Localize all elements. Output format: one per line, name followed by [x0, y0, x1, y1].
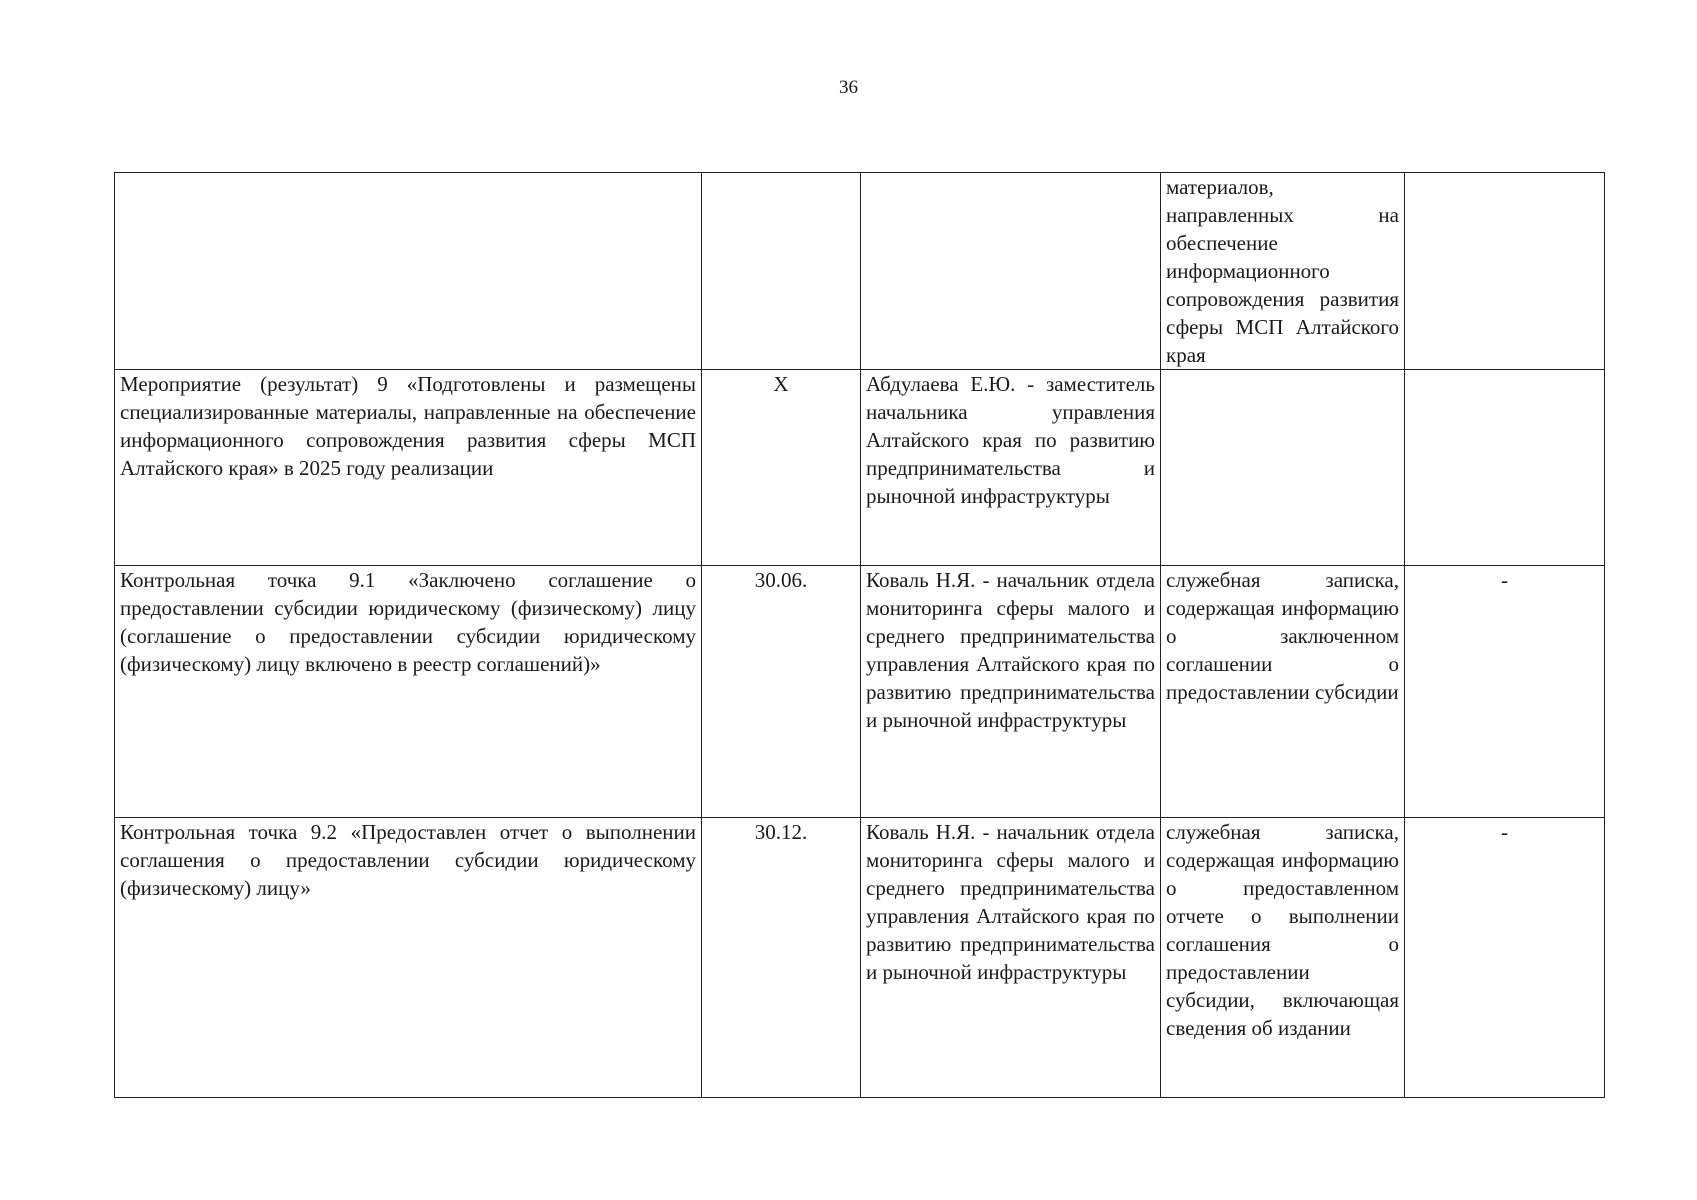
table-row — [115, 566, 1605, 818]
event-name-cell: Контрольная точка 9.2 «Предоставлен отчет о выполнении соглашения о предоставлении субсидии юридическому (физическому) лицу» — [115, 818, 702, 1098]
document-cell: служебная записка, содержащая информацию о предоставленном отчете о выполнении соглашения о предоставлении субсидии, включающая сведения об издании — [1161, 818, 1405, 1098]
extra-cell: - — [1405, 566, 1605, 818]
event-name-cell: Мероприятие (результат) 9 «Подготовлены и размещены специализированные материалы, направленные на обеспечение информационного сопровождения развития сферы МСП Алтайского края» в 2025 году реализации — [115, 370, 702, 566]
table-row — [115, 818, 1605, 1098]
table-row — [115, 370, 1605, 566]
extra-cell: - — [1405, 818, 1605, 1098]
responsible-cell — [861, 173, 1161, 370]
table-row — [115, 173, 1605, 370]
page-number: 36 — [839, 77, 858, 98]
plan-table — [114, 172, 1605, 1098]
responsible-cell: Коваль Н.Я. - начальник отдела мониторинга сферы малого и среднего предпринимательства управления Алтайского края по развитию предпринимательства и рыночной инфраструктуры — [861, 818, 1161, 1098]
extra-cell — [1405, 370, 1605, 566]
deadline-cell: Х — [702, 370, 861, 566]
document-cell: материалов, направленных на обеспечение информационного сопровождения развития сферы МСП Алтайского края — [1161, 173, 1405, 370]
responsible-cell: Абдулаева Е.Ю. - заместитель начальника управления Алтайского края по развитию предпринимательства и рыночной инфраструктуры — [861, 370, 1161, 566]
deadline-cell: 30.06. — [702, 566, 861, 818]
document-cell — [1161, 370, 1405, 566]
event-name-cell — [115, 173, 702, 370]
event-name-cell: Контрольная точка 9.1 «Заключено соглашение о предоставлении субсидии юридическому (физическому) лицу (соглашение о предоставлении субсидии юридическому (физическому) лицу включено в реестр соглашений)» — [115, 566, 702, 818]
document-cell: служебная записка, содержащая информацию о заключенном соглашении о предоставлении субсидии — [1161, 566, 1405, 818]
deadline-cell — [702, 173, 861, 370]
extra-cell — [1405, 173, 1605, 370]
responsible-cell: Коваль Н.Я. - начальник отдела мониторинга сферы малого и среднего предпринимательства управления Алтайского края по развитию предпринимательства и рыночной инфраструктуры — [861, 566, 1161, 818]
deadline-cell: 30.12. — [702, 818, 861, 1098]
